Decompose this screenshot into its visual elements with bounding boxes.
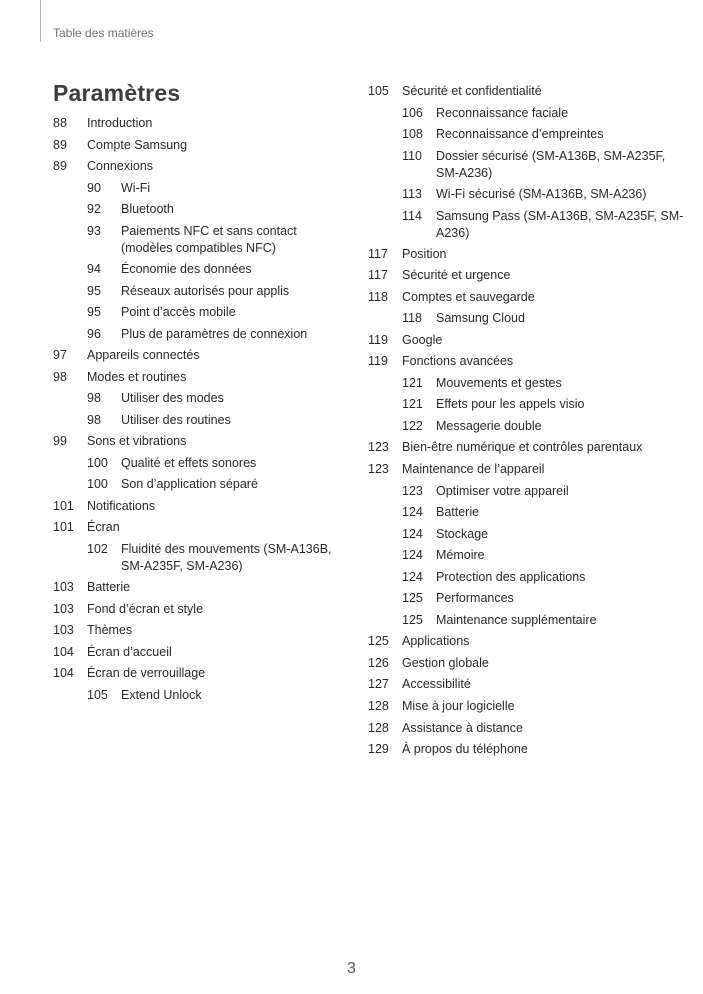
toc-entry-title: Fond d’écran et style (87, 602, 204, 616)
toc-page-number: 94 (87, 262, 101, 276)
toc-entry-title: Fonctions avancées (402, 354, 514, 368)
toc-entry[interactable] (402, 310, 688, 327)
toc-page-number: 98 (87, 391, 101, 405)
toc-entry-title: Écran d’accueil (87, 645, 172, 659)
toc-entry[interactable] (87, 304, 343, 321)
toc-entry-title: Sons et vibrations (87, 434, 187, 448)
toc-entry[interactable] (87, 455, 343, 472)
toc-entry[interactable] (368, 676, 688, 693)
toc-entry[interactable] (368, 720, 688, 737)
toc-page-number: 103 (53, 580, 74, 594)
toc-page-number: 98 (53, 370, 67, 384)
toc-entry-title: Reconnaissance d’empreintes (436, 127, 604, 141)
toc-page-number: 97 (53, 348, 67, 362)
toc-entry[interactable] (402, 526, 688, 543)
toc-entry[interactable] (53, 622, 343, 639)
toc-entry-title: Google (402, 333, 443, 347)
toc-entry-title: Effets pour les appels visio (436, 397, 585, 411)
toc-entry-title: Thèmes (87, 623, 133, 637)
toc-entry[interactable] (402, 126, 688, 143)
toc-page-number: 125 (402, 591, 423, 605)
toc-page-number: 104 (53, 666, 74, 680)
toc-entry-title: Position (402, 247, 447, 261)
toc-page-number: 95 (87, 284, 101, 298)
toc-entry[interactable] (53, 369, 343, 386)
toc-entry[interactable] (53, 115, 343, 132)
toc-entry-title: Wi-Fi (121, 181, 151, 195)
toc-entry-title: Applications (402, 634, 470, 648)
toc-entry-title: Gestion globale (402, 656, 489, 670)
toc-page-number: 88 (53, 116, 67, 130)
toc-page-number: 124 (402, 548, 423, 562)
toc-entry[interactable] (402, 612, 688, 629)
toc-entry-title: Plus de paramètres de connexion (121, 327, 308, 341)
toc-entry[interactable] (402, 396, 688, 413)
toc-page-number: 129 (368, 742, 389, 756)
toc-entry[interactable] (87, 476, 343, 493)
toc-page-number: 106 (402, 106, 423, 120)
section-title: Paramètres (53, 80, 181, 106)
toc-entry-title: Connexions (87, 159, 154, 173)
toc-entry[interactable] (368, 741, 688, 758)
toc-entry-title: Bluetooth (121, 202, 174, 216)
toc-entry-title: Sécurité et confidentialité (402, 84, 542, 98)
toc-page-number: 128 (368, 699, 389, 713)
toc-entry[interactable] (402, 590, 688, 607)
toc-page-number: 113 (402, 187, 422, 201)
toc-page-number: 102 (87, 542, 108, 556)
toc-page-number: 100 (87, 456, 108, 470)
toc-entry-title: Wi-Fi sécurisé (SM-A136B, SM-A236) (436, 187, 647, 201)
toc-entry-title: Extend Unlock (121, 688, 202, 702)
toc-page-number: 125 (402, 613, 423, 627)
toc-entry[interactable] (402, 105, 688, 122)
toc-page-number: 117 (368, 247, 388, 261)
toc-page-number: 101 (53, 520, 74, 534)
toc-entry-title: Mouvements et gestes (436, 376, 562, 390)
toc-page-number: 90 (87, 181, 101, 195)
toc-entry-title: À propos du téléphone (402, 742, 528, 756)
toc-entry[interactable] (402, 483, 688, 500)
toc-page-number: 122 (402, 419, 423, 433)
toc-entry-title: Écran de verrouillage (87, 666, 206, 680)
toc-entry-title: Écran (87, 520, 120, 534)
toc-page-number: 96 (87, 327, 101, 341)
toc-entry-title: Compte Samsung (87, 138, 188, 152)
toc-entry-title: Mise à jour logicielle (402, 699, 515, 713)
toc-page-number: 105 (87, 688, 108, 702)
toc-entry-title: Fluidité des mouvements (SM-A136B, SM-A235F, SM-A236) (121, 542, 332, 573)
toc-entry[interactable] (87, 223, 343, 257)
toc-entry-title: Assistance à distance (402, 721, 523, 735)
toc-page-number: 95 (87, 305, 101, 319)
toc-page-number: 124 (402, 570, 423, 584)
toc-page-number: 89 (53, 159, 67, 173)
toc-entry[interactable] (402, 504, 688, 521)
toc-page-number: 118 (368, 290, 388, 304)
header-divider (40, 0, 41, 42)
toc-entry-title: Introduction (87, 116, 153, 130)
toc-entry-title: Accessibilité (402, 677, 471, 691)
page-header: Table des matières (53, 26, 154, 40)
toc-page-number: 128 (368, 721, 389, 735)
toc-entry[interactable] (368, 655, 688, 672)
toc-entry[interactable] (402, 208, 688, 242)
toc-entry-title: Samsung Cloud (436, 311, 525, 325)
toc-page-number: 123 (368, 440, 389, 454)
toc-entry[interactable] (368, 461, 688, 478)
toc-page-number: 119 (368, 354, 388, 368)
toc-page-number: 125 (368, 634, 389, 648)
toc-entry-title: Paiements NFC et sans contact (modèles compatibles NFC) (121, 224, 297, 255)
toc-page-number: 108 (402, 127, 423, 141)
toc-entry[interactable] (53, 137, 343, 154)
toc-entry-title: Messagerie double (436, 419, 542, 433)
toc-entry[interactable] (368, 633, 688, 650)
toc-page-number: 118 (402, 311, 422, 325)
toc-entry-title: Sécurité et urgence (402, 268, 511, 282)
toc-page-number: 101 (53, 499, 74, 513)
toc-entry[interactable] (368, 267, 688, 284)
toc-entry-title: Reconnaissance faciale (436, 106, 569, 120)
toc-entry[interactable] (402, 418, 688, 435)
toc-entry[interactable] (402, 186, 688, 203)
toc-entry-title: Utiliser des modes (121, 391, 224, 405)
toc-entry-title: Comptes et sauvegarde (402, 290, 535, 304)
toc-entry[interactable] (368, 83, 688, 100)
toc-entry-title: Mémoire (436, 548, 485, 562)
toc-page-number: 123 (402, 484, 423, 498)
toc-entry[interactable] (87, 180, 343, 197)
toc-entry-title: Appareils connectés (87, 348, 200, 362)
toc-entry-title: Économie des données (121, 262, 252, 276)
toc-page-number: 127 (368, 677, 389, 691)
toc-entry[interactable] (53, 665, 343, 682)
toc-entry-title: Batterie (436, 505, 480, 519)
toc-entry-title: Notifications (87, 499, 156, 513)
toc-entry-title: Maintenance supplémentaire (436, 613, 597, 627)
toc-entry-title: Bien-être numérique et contrôles parentaux (402, 440, 643, 454)
toc-entry[interactable] (53, 498, 343, 515)
toc-entry[interactable] (53, 519, 343, 536)
toc-entry-title: Maintenance de l’appareil (402, 462, 545, 476)
toc-entry[interactable] (402, 569, 688, 586)
toc-entry-title: Stockage (436, 527, 489, 541)
toc-page-number: 126 (368, 656, 389, 670)
toc-page-number: 99 (53, 434, 67, 448)
toc-entry-title: Qualité et effets sonores (121, 456, 257, 470)
toc-entry[interactable] (402, 375, 688, 392)
toc-entry[interactable] (368, 353, 688, 370)
toc-page-number: 103 (53, 602, 74, 616)
toc-page-number: 104 (53, 645, 74, 659)
toc-page-number: 100 (87, 477, 108, 491)
toc-entry[interactable] (53, 158, 343, 175)
toc-entry[interactable] (368, 439, 688, 456)
toc-page-number: 123 (368, 462, 389, 476)
toc-page-number: 124 (402, 505, 423, 519)
toc-entry-title: Utiliser des routines (121, 413, 231, 427)
toc-entry[interactable] (87, 541, 343, 575)
toc-entry[interactable] (368, 246, 688, 263)
toc-entry[interactable] (368, 289, 688, 306)
toc-entry-title: Samsung Pass (SM-A136B, SM-A235F, SM-A236) (436, 209, 684, 240)
toc-entry[interactable] (368, 698, 688, 715)
toc-page-number: 119 (368, 333, 388, 347)
toc-entry-title: Son d’application séparé (121, 477, 258, 491)
toc-page-number: 105 (368, 84, 389, 98)
toc-entry[interactable] (87, 261, 343, 278)
toc-entry[interactable] (87, 390, 343, 407)
toc-entry[interactable] (87, 201, 343, 218)
toc-page-number: 121 (402, 397, 423, 411)
toc-entry[interactable] (53, 579, 343, 596)
toc-entry-title: Réseaux autorisés pour applis (121, 284, 290, 298)
toc-entry[interactable] (53, 601, 343, 618)
toc-page-number: 114 (402, 209, 422, 223)
toc-page-number: 117 (368, 268, 388, 282)
toc-page-number: 92 (87, 202, 101, 216)
toc-entry-title: Batterie (87, 580, 131, 594)
toc-entry[interactable] (368, 332, 688, 349)
toc-entry[interactable] (87, 326, 343, 343)
toc-entry-title: Dossier sécurisé (SM-A136B, SM-A235F, SM-A236) (436, 149, 666, 180)
toc-entry-title: Performances (436, 591, 514, 605)
toc-entry-title: Protection des applications (436, 570, 586, 584)
toc-page-number: 121 (402, 376, 423, 390)
toc-entry[interactable] (87, 412, 343, 429)
toc-page-number: 124 (402, 527, 423, 541)
toc-entry[interactable] (87, 687, 343, 704)
toc-entry[interactable] (53, 644, 343, 661)
toc-entry-title: Optimiser votre appareil (436, 484, 569, 498)
toc-page-number: 89 (53, 138, 67, 152)
toc-page-number: 98 (87, 413, 101, 427)
toc-page-number: 93 (87, 224, 101, 238)
toc-page-number: 103 (53, 623, 74, 637)
toc-page-number: 110 (402, 149, 422, 163)
page-number: 3 (347, 960, 356, 977)
toc-entry-title: Point d’accès mobile (121, 305, 236, 319)
toc-entry[interactable] (402, 547, 688, 564)
toc-entry[interactable] (402, 148, 688, 182)
toc-entry[interactable] (53, 347, 343, 364)
toc-entry[interactable] (53, 433, 343, 450)
toc-entry[interactable] (87, 283, 343, 300)
toc-entry-title: Modes et routines (87, 370, 187, 384)
